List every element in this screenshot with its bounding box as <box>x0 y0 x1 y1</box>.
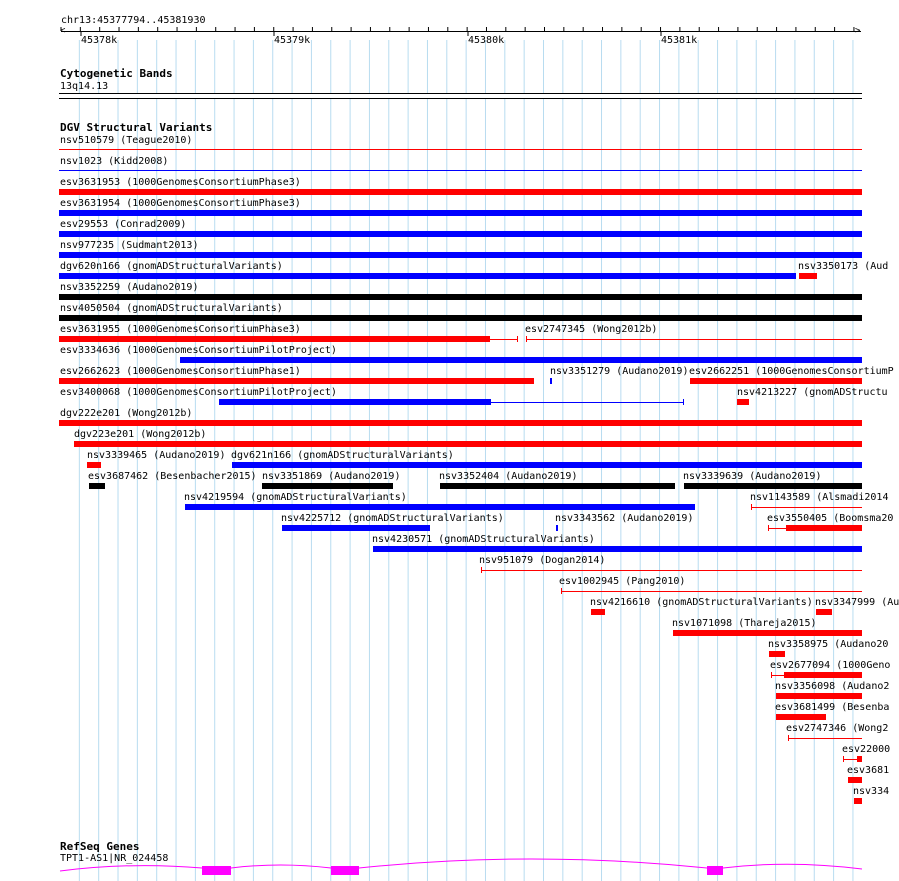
variant-label-nsv4216610[interactable]: nsv4216610 (gnomADStructuralVariants) <box>590 597 813 608</box>
variant-bar-esv3687462[interactable] <box>89 483 105 489</box>
variant-label-nsv4213227[interactable]: nsv4213227 (gnomADStructu <box>737 387 888 398</box>
variant-bar-dgv222e201[interactable] <box>59 420 862 426</box>
variant-bar-nsv4213227[interactable] <box>737 399 749 405</box>
variant-tick-esv3631955 <box>517 336 518 342</box>
variant-bar-nsv334[interactable] <box>854 798 862 804</box>
variant-label-esv22000[interactable]: esv22000 <box>842 744 891 755</box>
variant-bar-esv3631953[interactable] <box>59 189 862 195</box>
variant-bar-nsv977235[interactable] <box>59 252 862 258</box>
variant-label-nsv1023[interactable]: nsv1023 (Kidd2008) <box>60 156 169 167</box>
refseq-gene-label[interactable]: TPT1-AS1|NR_024458 <box>60 853 169 864</box>
variant-label-esv3400068[interactable]: esv3400068 (1000GenomesConsortiumPilotProject) <box>60 387 337 398</box>
variant-bar-esv2662251[interactable] <box>690 378 862 384</box>
variant-label-esv2747345[interactable]: esv2747345 (Wong2012b) <box>525 324 658 335</box>
variant-label-dgv620n166[interactable]: dgv620n166 (gnomADStructuralVariants) <box>60 261 283 272</box>
variant-bar-esv3631955-line <box>490 339 518 340</box>
variant-bar-esv2747345[interactable] <box>526 339 862 340</box>
variant-bar-nsv1071098[interactable] <box>673 630 862 636</box>
variant-bar-dgv223e201[interactable] <box>74 441 862 447</box>
tick-label-45381k: 45381k <box>661 35 698 46</box>
variant-label-nsv4050504[interactable]: nsv4050504 (gnomADStructuralVariants) <box>60 303 283 314</box>
variant-bar-nsv4216610[interactable] <box>591 609 605 615</box>
variant-bar-esv22000-line <box>843 759 857 760</box>
variant-label-nsv3343562[interactable]: nsv3343562 (Audano2019) <box>555 513 694 524</box>
variant-label-esv3631953[interactable]: esv3631953 (1000GenomesConsortiumPhase3) <box>60 177 301 188</box>
variant-bar-nsv3351279[interactable] <box>550 378 552 384</box>
variant-bar-esv29553[interactable] <box>59 231 862 237</box>
variant-bar-esv3631954[interactable] <box>59 210 862 216</box>
variant-label-esv2677094[interactable]: esv2677094 (1000Geno <box>770 660 891 671</box>
variant-label-esv2662251[interactable]: esv2662251 (1000GenomesConsortiumP <box>689 366 894 377</box>
variant-bar-esv22000[interactable] <box>857 756 862 762</box>
variant-label-nsv4230571[interactable]: nsv4230571 (gnomADStructuralVariants) <box>372 534 595 545</box>
variant-bar-esv3334636[interactable] <box>180 357 862 363</box>
variant-label-nsv4225712[interactable]: nsv4225712 (gnomADStructuralVariants) <box>281 513 504 524</box>
variant-label-nsv3351279[interactable]: nsv3351279 (Audano2019) <box>550 366 689 377</box>
variant-label-esv3631954[interactable]: esv3631954 (1000GenomesConsortiumPhase3) <box>60 198 301 209</box>
variant-label-nsv510579[interactable]: nsv510579 (Teague2010) <box>60 135 193 146</box>
variant-bar-nsv3358975[interactable] <box>769 651 785 657</box>
variant-label-nsv1071098[interactable]: nsv1071098 (Thareja2015) <box>672 618 817 629</box>
variant-label-nsv3358975[interactable]: nsv3358975 (Audano20 <box>768 639 889 650</box>
cytoband-label: 13q14.13 <box>60 81 109 92</box>
variant-label-esv3550405[interactable]: esv3550405 (Boomsma20 <box>767 513 894 524</box>
tick-label-45380k: 45380k <box>468 35 505 46</box>
variant-label-nsv1143589[interactable]: nsv1143589 (Alsmadi2014 <box>750 492 889 503</box>
variant-bar-nsv3352259[interactable] <box>59 294 862 300</box>
variant-bar-esv2662623[interactable] <box>59 378 534 384</box>
dgv-track-title: DGV Structural Variants <box>60 121 213 134</box>
variant-bar-esv3631955[interactable] <box>59 336 490 342</box>
tick-label-45379k: 45379k <box>274 35 311 46</box>
variant-label-nsv951079[interactable]: nsv951079 (Dogan2014) <box>479 555 606 566</box>
variant-bar-esv2677094-line <box>771 675 784 676</box>
variant-label-nsv4219594[interactable]: nsv4219594 (gnomADStructuralVariants) <box>184 492 407 503</box>
variant-label-esv3687462[interactable]: esv3687462 (Besenbacher2015) <box>88 471 257 482</box>
variant-label-esv29553[interactable]: esv29553 (Conrad2009) <box>60 219 187 230</box>
cytoband-track-title: Cytogenetic Bands <box>60 67 173 80</box>
variant-label-esv2662623[interactable]: esv2662623 (1000GenomesConsortiumPhase1) <box>60 366 301 377</box>
variant-bar-dgv620n166[interactable] <box>59 273 796 279</box>
variant-bar-nsv1143589[interactable] <box>751 507 862 508</box>
variant-label-nsv3356098[interactable]: nsv3356098 (Audano2 <box>775 681 890 692</box>
variant-label-nsv3339639[interactable]: nsv3339639 (Audano2019) <box>683 471 822 482</box>
variant-label-esv3631955[interactable]: esv3631955 (1000GenomesConsortiumPhase3) <box>60 324 301 335</box>
variant-bar-nsv1023[interactable] <box>59 170 862 171</box>
variant-bar-esv2747346[interactable] <box>788 738 862 739</box>
cytoband-bar[interactable] <box>59 93 862 99</box>
variant-label-esv1002945[interactable]: esv1002945 (Pang2010) <box>559 576 686 587</box>
variant-label-nsv3352259[interactable]: nsv3352259 (Audano2019) <box>60 282 199 293</box>
variant-label-nsv3352404[interactable]: nsv3352404 (Audano2019) <box>439 471 578 482</box>
variant-bar-esv3400068-line <box>491 402 684 403</box>
variant-label-esv3681499[interactable]: esv3681499 (Besenba <box>775 702 890 713</box>
variant-bar-nsv3356098[interactable] <box>776 693 862 699</box>
variant-bar-nsv951079[interactable] <box>481 570 862 571</box>
variant-label-dgv223e201[interactable]: dgv223e201 (Wong2012b) <box>74 429 207 440</box>
variant-label-nsv3339465[interactable]: nsv3339465 (Audano2019) <box>87 450 226 461</box>
variant-bar-nsv3343562[interactable] <box>556 525 558 531</box>
variant-bar-esv3400068[interactable] <box>219 399 491 405</box>
variant-bar-esv1002945[interactable] <box>561 591 862 592</box>
ruler-right-arrow[interactable]: > <box>855 26 861 36</box>
variant-label-dgv621n166[interactable]: dgv621n166 (gnomADStructuralVariants) <box>231 450 454 461</box>
variant-tick-esv3400068 <box>683 399 684 405</box>
variant-label-esv3681[interactable]: esv3681 <box>847 765 890 776</box>
variant-bar-nsv3351869[interactable] <box>262 483 393 489</box>
variant-bar-nsv510579[interactable] <box>59 149 862 150</box>
tick-label-45378k: 45378k <box>81 35 118 46</box>
variant-bar-nsv3350173[interactable] <box>799 273 817 279</box>
variant-bar-dgv621n166[interactable] <box>232 462 862 468</box>
variant-bar-nsv3339465[interactable] <box>87 462 101 468</box>
variant-bar-esv3550405[interactable] <box>786 525 862 531</box>
variant-bar-esv2677094[interactable] <box>784 672 862 678</box>
variant-bar-nsv3339639[interactable] <box>684 483 862 489</box>
variant-bar-esv3681[interactable] <box>848 777 862 783</box>
variant-label-esv3334636[interactable]: esv3334636 (1000GenomesConsortiumPilotProject) <box>60 345 337 356</box>
location-label: chr13:45377794..45381930 <box>61 15 206 26</box>
variant-bar-esv3681499[interactable] <box>776 714 826 720</box>
variant-bar-esv3550405-line <box>768 528 786 529</box>
variant-bar-nsv4219594[interactable] <box>185 504 695 510</box>
ruler-line <box>61 31 861 32</box>
variant-bar-nsv4230571[interactable] <box>373 546 862 552</box>
variant-bar-nsv4050504[interactable] <box>59 315 862 321</box>
variant-bar-nsv3352404[interactable] <box>440 483 675 489</box>
variant-label-nsv3350173[interactable]: nsv3350173 (Aud <box>798 261 889 272</box>
variant-bar-nsv4225712[interactable] <box>282 525 430 531</box>
variant-label-nsv3347999[interactable]: nsv3347999 (Au <box>815 597 899 608</box>
variant-label-dgv222e201[interactable]: dgv222e201 (Wong2012b) <box>60 408 193 419</box>
variant-bar-nsv3347999[interactable] <box>816 609 832 615</box>
variant-label-esv2747346[interactable]: esv2747346 (Wong2 <box>786 723 889 734</box>
refseq-track-title: RefSeq Genes <box>60 840 140 853</box>
variant-label-nsv334[interactable]: nsv334 <box>853 786 890 797</box>
variant-label-nsv977235[interactable]: nsv977235 (Sudmant2013) <box>60 240 199 251</box>
ruler-left-arrow[interactable]: < <box>60 26 66 36</box>
variant-label-nsv3351869[interactable]: nsv3351869 (Audano2019) <box>262 471 401 482</box>
